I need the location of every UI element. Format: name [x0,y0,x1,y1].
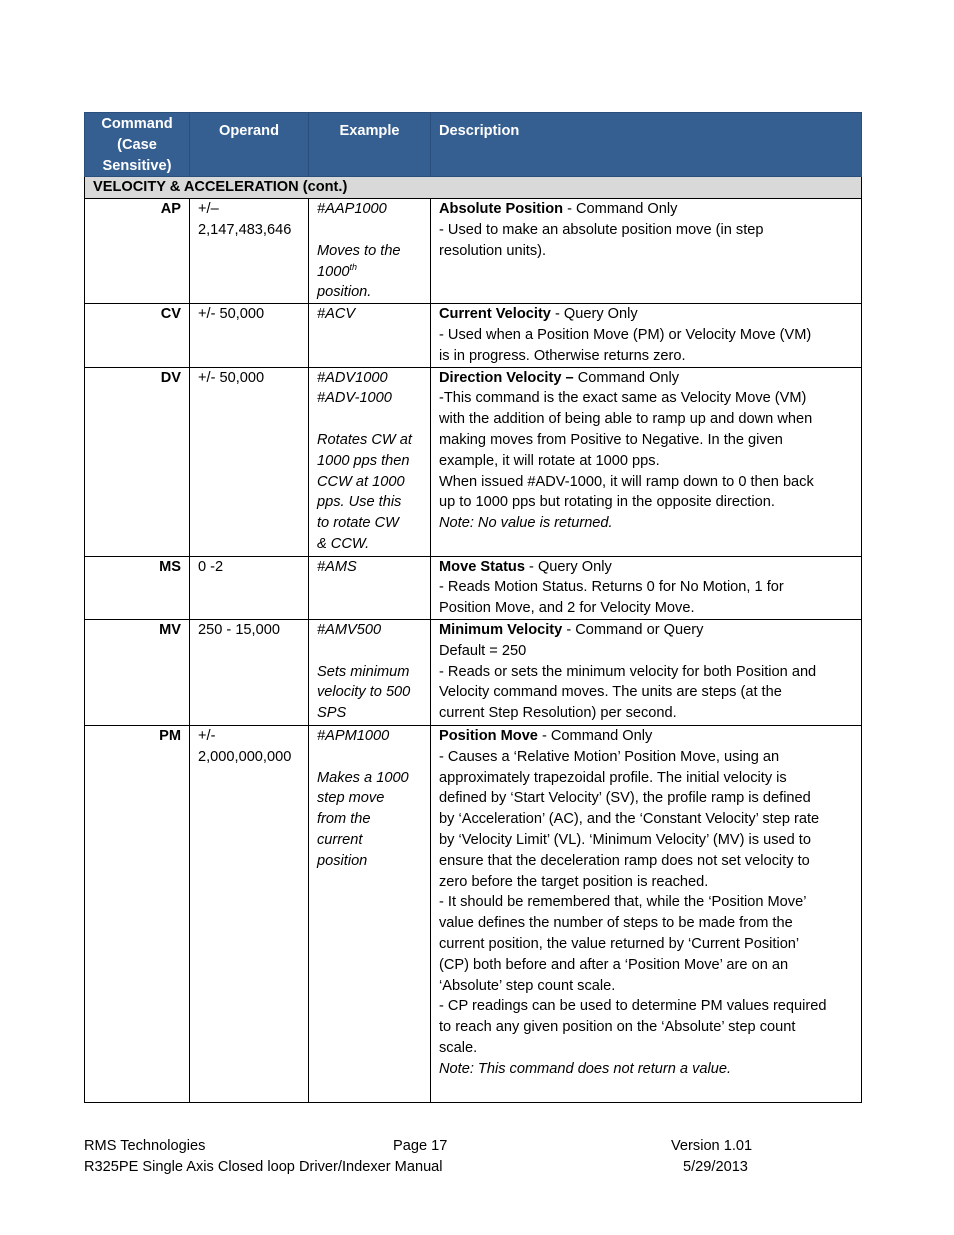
header-description: Description [431,113,862,177]
description-cell: Current Velocity - Query Only - Used when a Position Move (PM) or Velocity Move (VM) is in progress. Otherwise returns zero. [431,304,862,367]
description-cell: Minimum Velocity - Command or Query Default = 250 - Reads or sets the minimum velocity for both Position and Velocity command moves. The units are steps (at the current Step Resolution) per second. [431,619,862,725]
example-cell: #APM1000 Makes a 1000 step move from the current position [309,725,431,1102]
command-cell: PM [85,725,190,1102]
example-cell: #ADV1000 #ADV-1000 Rotates CW at 1000 pps then CCW at 1000 pps. Use this to rotate CW & CCW. [309,367,431,556]
footer-company: RMS Technologies [84,1138,206,1154]
table-row [85,304,862,367]
operand-cell: +/- 50,000 [190,304,309,367]
header-operand: Operand [190,113,309,177]
example-cell: #AMV500 Sets minimum velocity to 500 SPS [309,619,431,725]
table-row [85,619,862,725]
operand-cell: 250 - 15,000 [190,619,309,725]
command-cell: AP [85,199,190,304]
operand-cell: 0 -2 [190,556,309,619]
description-title: Minimum Velocity [439,621,563,638]
section-row [85,177,862,199]
operand-cell: +/– 2,147,483,646 [190,199,309,304]
table-row [85,725,862,1102]
table-row [85,556,862,619]
operand-cell: +/- 50,000 [190,367,309,556]
command-cell: DV [85,367,190,556]
description-title: Current Velocity [439,306,551,323]
command-cell: MV [85,619,190,725]
command-cell: MS [85,556,190,619]
operand-cell: +/- 2,000,000,000 [190,725,309,1102]
description-cell: Move Status - Query Only - Reads Motion Status. Returns 0 for No Motion, 1 for Position Move, and 2 for Velocity Move. [431,556,862,619]
footer-date: 5/29/2013 [683,1159,748,1175]
description-note: Note: This command does not return a value. [439,1060,732,1077]
footer-version: Version 1.01 [671,1138,753,1154]
header-example: Example [309,113,431,177]
example-cell: #AMS [309,556,431,619]
section-title: VELOCITY & ACCELERATION (cont.) [85,177,862,199]
footer-manual-title: R325PE Single Axis Closed loop Driver/Indexer Manual [84,1159,443,1175]
description-cell: Position Move - Command Only - Causes a ‘Relative Motion’ Position Move, using an approximately trapezoidal profile. The initial velocity is defined by ‘Start Velocity’ (SV), the profile ramp is defined by ‘Acceleration’ (AC), and the ‘Constant Velocity’ step rate by ‘Velocity Limit’ (VL). ‘Minimum Velocity’ (MV) is used to ensure that the deceleration ramp does not set velocity to zero before the target position is reached. - It should be remembered that, while the ‘Position Move’ value defines the number of steps to be made from the current position, the value returned by ‘Current Position’ (CP) both before and after a ‘Position Move’ are on an ‘Absolute’ step count scale. - CP readings can be used to determine PM values required to reach any given position on the ‘Absolute’ step count scale. Note: This command does not return a value. [431,725,862,1102]
description-title: Position Move [439,727,538,744]
table-row [85,367,862,556]
description-note: Note: No value is returned. [439,515,613,532]
description-cell: Direction Velocity – Command Only -This command is the exact same as Velocity Move (VM) with the addition of being able to ramp up and down when making moves from Positive to Negative. In the given example, it will rotate at 1000 pps. When issued #ADV-1000, it will ramp down to 0 then back up to 1000 pps but rotating in the opposite direction. Note: No value is returned. [431,367,862,556]
example-cell: #AAP1000 Moves to the 1000th position. [309,199,431,304]
description-cell: Absolute Position - Command Only - Used to make an absolute position move (in step resolution units). [431,199,862,304]
description-title: Absolute Position [439,201,564,218]
footer-page-number: Page 17 [393,1138,448,1154]
command-table [84,112,862,1103]
table-header-row [85,113,862,177]
description-title: Move Status [439,558,525,575]
table-row [85,199,862,304]
header-command: Command (Case Sensitive) [85,113,190,177]
example-cell: #ACV [309,304,431,367]
command-cell: CV [85,304,190,367]
description-title: Direction Velocity – [439,369,574,386]
